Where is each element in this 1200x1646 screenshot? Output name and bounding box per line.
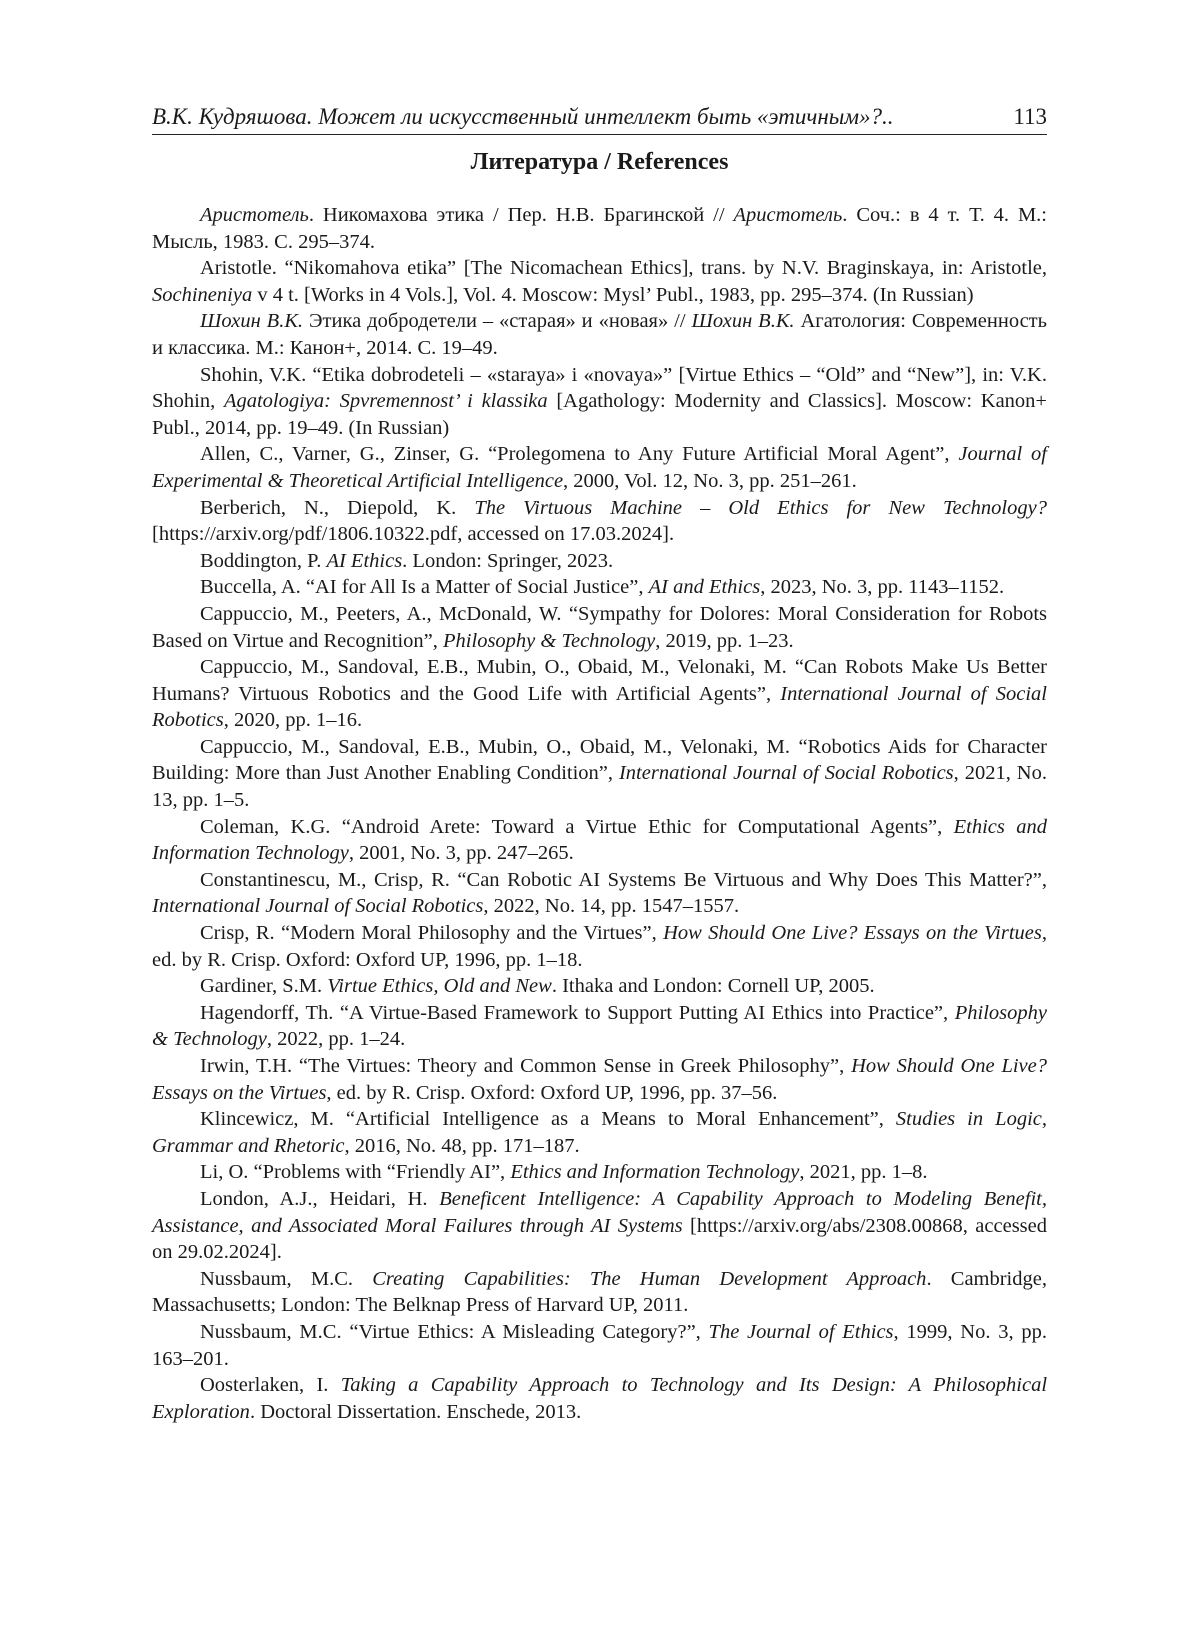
reference-text: Boddington, P. — [200, 549, 327, 572]
reference-text: Coleman, K.G. “Android Arete: Toward a Virtue Ethic for Computational Agents”, — [200, 815, 954, 838]
section-title: Литература / References — [470, 149, 729, 175]
reference-title-italic: Beneficent Intelligence: A Capability Approach to Modeling Benefit, Assistance, and Associated Moral Failures through AI Systems — [152, 1187, 1047, 1237]
reference-text: Gardiner, S.M. — [200, 975, 328, 998]
reference-text: Klincewicz, M. “Artificial Intelligence as a Means to Moral Enhancement”, — [200, 1108, 896, 1131]
reference-text: , ed. by R. Crisp. Oxford: Oxford UP, 1996, pp. 37–56. — [326, 1081, 778, 1104]
reference-entry — [152, 1106, 1047, 1159]
reference-title-italic: Creating Capabilities: The Human Development Approach — [372, 1267, 927, 1290]
reference-entry — [152, 1186, 1047, 1266]
reference-title-italic: Journal of Experimental & Theoretical Artificial Intelligence — [152, 443, 1047, 492]
reference-text: Constantinescu, M., Crisp, R. “Can Robotic AI Systems Be Virtuous and Why Does This Matter?”, — [200, 868, 1047, 891]
reference-text: . Никомахова этика / Пер. Н.В. Брагинской // — [308, 204, 734, 226]
reference-text: , 2021, No. 13, pp. 1–5. — [152, 762, 1047, 812]
reference-entry — [152, 1000, 1047, 1053]
reference-title-italic: Sochineniya — [152, 283, 253, 306]
reference-text: Cappuccio, M., Sandoval, E.B., Mubin, O., Obaid, M., Velonaki, M. “Robotics Aids for Character Building: More than Just Another Enabling Condition”, — [152, 735, 1047, 785]
reference-text: , 2020, pp. 1–16. — [223, 709, 363, 732]
reference-text: , 2023, No. 3, pp. 1143–1152. — [760, 576, 1005, 599]
reference-text: Nussbaum, M.C. “Virtue Ethics: A Misleading Category?”, — [200, 1320, 709, 1343]
reference-title-italic: Ethics and Information Technology — [510, 1161, 800, 1184]
reference-title-italic: How Should One Live? Essays on the Virtues — [152, 1055, 1048, 1104]
reference-text: , 2000, Vol. 12, No. 3, pp. 251–261. — [563, 469, 857, 492]
reference-title-italic: Taking a Capability Approach to Technology and Its Design: A Philosophical Exploration — [152, 1374, 1048, 1423]
reference-text: . Cambridge, Massachusetts; London: The Belknap Press of Harvard UP, 2011. — [152, 1267, 1047, 1317]
reference-text: , 2019, pp. 1–23. — [655, 629, 794, 652]
reference-title-italic: Agatologiya: Spvremennost’ i klassika — [223, 390, 548, 413]
reference-entry — [152, 574, 1047, 601]
reference-title-italic: Virtue Ethics, Old and New — [327, 975, 552, 998]
reference-text: , 1999, No. 3, pp. 163–201. — [152, 1320, 1047, 1370]
reference-title-italic: Аристотель — [733, 204, 843, 226]
reference-entry — [152, 308, 1047, 361]
reference-entry — [152, 814, 1047, 867]
reference-list — [152, 202, 1047, 1425]
reference-title-italic: International Journal of Social Robotics — [618, 762, 954, 785]
reference-title-italic: AI and Ethics — [648, 576, 761, 599]
reference-title-italic: The Journal of Ethics — [708, 1320, 894, 1343]
reference-text: Allen, C., Varner, G., Zinser, G. “Prolegomena to Any Future Artificial Moral Agent”, — [200, 443, 959, 466]
reference-title-italic: Шохин В.К. — [200, 310, 304, 333]
reference-entry — [152, 654, 1047, 734]
reference-text: London, A.J., Heidari, H. — [200, 1187, 440, 1210]
reference-text: Nussbaum, M.C. — [200, 1267, 373, 1290]
reference-title-italic: Аристотель — [200, 204, 309, 226]
reference-entry — [152, 255, 1047, 308]
reference-entry — [152, 920, 1047, 973]
reference-text: Crisp, R. “Modern Moral Philosophy and the Virtues”, — [200, 922, 664, 945]
reference-entry — [152, 601, 1047, 654]
reference-title-italic: Studies in Logic, Grammar and Rhetoric — [152, 1108, 1047, 1157]
reference-title-italic: The Virtuous Machine – Old Ethics for New Technology? — [474, 496, 1047, 519]
reference-text: Irwin, T.H. “The Virtues: Theory and Common Sense in Greek Philosophy”, — [200, 1055, 852, 1077]
reference-entry — [152, 1159, 1047, 1186]
reference-entry — [152, 1319, 1047, 1372]
reference-entry — [152, 1053, 1047, 1106]
reference-text: Li, O. “Problems with “Friendly AI”, — [200, 1161, 511, 1184]
reference-text: Cappuccio, M., Peeters, A., McDonald, W. “Sympathy for Dolores: Moral Consideration for Robots Based on Virtue and Recognition”, — [152, 602, 1047, 652]
reference-entry — [152, 362, 1047, 442]
reference-entry — [152, 495, 1047, 548]
running-header — [152, 104, 1047, 135]
reference-text: Cappuccio, M., Sandoval, E.B., Mubin, O., Obaid, M., Velonaki, M. “Can Robots Make Us Better Humans? Virtuous Robotics and the Good Life with Artificial Agents”, — [152, 656, 1047, 705]
reference-text: Этика добродетели – «старая» и «новая» // — [303, 310, 692, 333]
reference-title-italic: Philosophy & Technology — [443, 629, 656, 652]
reference-text: [https://arxiv.org/abs/2308.00868, accessed on 29.02.2024]. — [152, 1214, 1047, 1264]
reference-text: . Doctoral Dissertation. Enschede, 2013. — [249, 1400, 582, 1423]
reference-text: , 2022, pp. 1–24. — [266, 1028, 406, 1051]
reference-text: , 2001, No. 3, pp. 247–265. — [348, 842, 574, 865]
reference-title-italic: Philosophy & Technology — [152, 1001, 1047, 1051]
reference-text: Berberich, N., Diepold, K. — [200, 496, 475, 519]
reference-title-italic: Ethics and Information Technology — [152, 815, 1047, 865]
reference-text: Buccella, A. “AI for All Is a Matter of Social Justice”, — [200, 576, 649, 599]
reference-text: , ed. by R. Crisp. Oxford: Oxford UP, 1996, pp. 1–18. — [152, 922, 1047, 971]
reference-entry — [152, 1266, 1047, 1319]
reference-entry — [152, 202, 1047, 255]
reference-entry — [152, 1372, 1047, 1425]
reference-title-italic: How Should One Live? Essays on the Virtues — [663, 922, 1042, 945]
reference-text: . London: Springer, 2023. — [402, 549, 614, 572]
reference-text: [https://arxiv.org/pdf/1806.10322.pdf, accessed on 17.03.2024]. — [152, 523, 675, 546]
reference-entry — [152, 441, 1047, 494]
reference-text: . Ithaka and London: Cornell UP, 2005. — [551, 975, 875, 998]
reference-text: Aristotle. “Nikomahova etika” [The Nicomachean Ethics], trans. by N.V. Braginskaya, in: Aristotle, — [200, 257, 1047, 280]
reference-text: Shohin, V.K. “Etika dobrodeteli – «staraya» i «novaya»” [Virtue Ethics – “Old” and “New”], in: V.K. Shohin, — [152, 363, 1047, 413]
reference-entry — [152, 867, 1047, 920]
running-title: В.К. Кудряшова. Может ли искусственный интеллект быть «этичным»?.. — [152, 104, 894, 129]
reference-text: v 4 t. [Works in 4 Vols.], Vol. 4. Moscow: Mysl’ Publ., 1983, pp. 295–374. (In Russian) — [252, 283, 974, 306]
reference-text: Агатология: Современность и классика. М.: Канон+, 2014. С. 19–49. — [152, 310, 1047, 359]
page — [152, 104, 1047, 1425]
page-number: 113 — [1013, 104, 1047, 129]
reference-title-italic: International Journal of Social Robotics — [152, 682, 1047, 732]
reference-text: , 2021, pp. 1–8. — [799, 1161, 928, 1184]
reference-text: Hagendorff, Th. “A Virtue-Based Framework to Support Putting AI Ethics into Practice”, — [200, 1001, 955, 1024]
reference-title-italic: AI Ethics — [326, 549, 403, 572]
reference-entry — [152, 548, 1047, 575]
reference-title-italic: International Journal of Social Robotics — [152, 895, 484, 918]
reference-title-italic: Шохин В.К. — [691, 310, 795, 333]
reference-text: . Соч.: в 4 т. Т. 4. М.: Мысль, 1983. С. 295–374. — [152, 204, 1047, 253]
reference-text: Oosterlaken, I. — [200, 1374, 341, 1397]
reference-entry — [152, 973, 1047, 1000]
reference-text: , 2022, No. 14, pp. 1547–1557. — [483, 895, 740, 918]
reference-text: , 2016, No. 48, pp. 171–187. — [344, 1134, 580, 1157]
reference-text: [Agathology: Modernity and Classics]. Moscow: Kanon+ Publ., 2014, pp. 19–49. (In Russian) — [152, 390, 1047, 439]
reference-entry — [152, 734, 1047, 814]
